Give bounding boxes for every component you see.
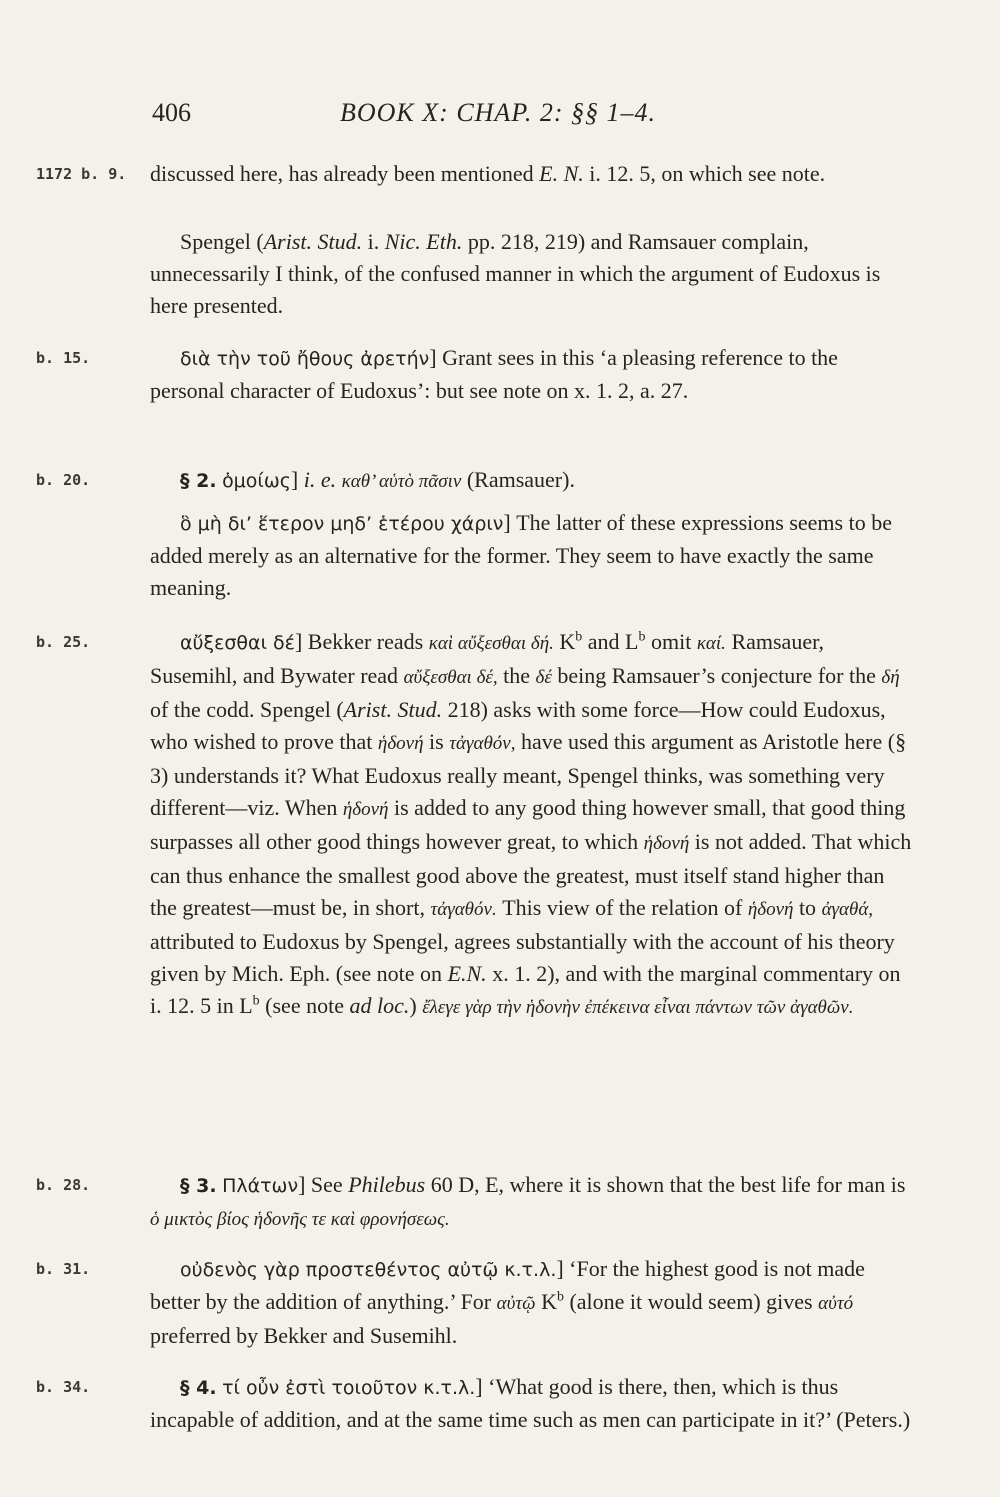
section-marker: § 3. (180, 1175, 217, 1197)
line-reference: b. 25. (36, 633, 91, 651)
note-paragraph: § 2. ὁμοίως] i. e. καθ’ αὑτὸ πᾶσιν (Ramsauer). (180, 467, 575, 492)
greek-lemma: ὃ μὴ δι’ ἕτερον μηδ’ ἑτέρου χάριν (180, 513, 504, 535)
greek-lemma: Πλάτων (222, 1175, 299, 1197)
note-paragraph: § 4. τί οὖν ἐστὶ τοιοῦτον κ.τ.λ.] ‘What good is there, then, which is thus incapable of addition, and at the same time such as men can participate in it?’ (Peters.) (150, 1374, 911, 1432)
note-paragraph: οὐδενὸς γὰρ προστεθέντος αὐτῷ κ.τ.λ.] ‘For the highest good is not made better by the addition of anything.’ For αὐτῷ $K^b$ (alone it would seem) gives αὐτό preferred by Bekker and Susemihl. (150, 1256, 865, 1348)
page-header (0, 98, 1000, 138)
note-paragraph: discussed here, has already been mentioned E. N. i. 12. 5, on which see note. (150, 161, 826, 186)
running-title: BOOK X: CHAP. 2: §§ 1–4. (340, 98, 657, 127)
greek-lemma: διὰ τὴν τοῦ ἤθους ἀρετήν (180, 348, 430, 370)
line-reference: b. 34. (36, 1378, 91, 1396)
line-reference: 1172 b. 9. (36, 165, 127, 183)
note-paragraph: § 3. Πλάτων] See Philebus 60 D, E, where it is shown that the best life for man is ὁ μικτὸς βίος ἡδονῆς τε καὶ φρονήσεως. (150, 1172, 906, 1230)
note-paragraph: διὰ τὴν τοῦ ἤθους ἀρετήν] Grant sees in this ‘a pleasing reference to the personal character of Eudoxus’: but see note on x. 1. 2, a. 27. (150, 345, 838, 403)
line-reference: b. 15. (36, 349, 91, 367)
line-reference: b. 20. (36, 471, 91, 489)
note-paragraph: Spengel (Arist. Stud. i. Nic. Eth. pp. 218, 219) and Ramsauer complain, unnecessarily I think, of the confused manner in which the argument of Eudoxus is here presented. (150, 229, 881, 318)
line-reference: b. 31. (36, 1260, 91, 1278)
section-marker: § 4. (180, 1377, 217, 1399)
greek-lemma: ὁμοίως (222, 470, 291, 492)
line-reference: b. 28. (36, 1176, 91, 1194)
section-marker: § 2. (180, 470, 217, 492)
note-paragraph: αὔξεσθαι δέ] Bekker reads καὶ αὔξεσθαι δή. $K^b$ and $L^b$ omit καί. Ramsauer, Susemihl, and Bywater read αὔξεσθαι δέ, the δέ being Ramsauer’s conjecture for the δή of the codd. Spengel (Arist. Stud. 218) asks with some force—How could Eudoxus, who wished to prove that ἡδονή is τἀγαθόν, have used this argument as Aristotle here (§ 3) understands it? What Eudoxus really meant, Spengel thinks, was something very different—viz. When ἡδονή is added to any good thing however small, that good thing surpasses all other good things however great, to which ἡδονή is not added. That which can thus enhance the smallest good above the greatest, must itself stand higher than the greatest—must be, in short, τἀγαθόν. This view of the relation of ἡδονή to ἀγαθά, attributed to Eudoxus by Spengel, agrees substantially with the account of his theory given by Mich. Eph. (see note on E.N. x. 1. 2), and with the marginal commentary on i. 12. 5 in $L^b$ (see note ad loc.) ἔλεγε γὰρ τὴν ἡδονὴν ἐπέκεινα εἶναι πάντων τῶν ἀγαθῶν. (150, 629, 912, 1018)
greek-lemma: τί οὖν ἐστὶ τοιοῦτον κ.τ.λ. (222, 1377, 476, 1399)
greek-lemma: οὐδενὸς γὰρ προστεθέντος αὐτῷ κ.τ.λ. (180, 1259, 557, 1281)
page-number: 406 (152, 98, 191, 127)
greek-lemma: αὔξεσθαι δέ (180, 632, 295, 654)
note-paragraph: ὃ μὴ δι’ ἕτερον μηδ’ ἑτέρου χάριν] The latter of these expressions seems to be added merely as an alternative for the former. They seem to have exactly the same meaning. (150, 510, 892, 600)
